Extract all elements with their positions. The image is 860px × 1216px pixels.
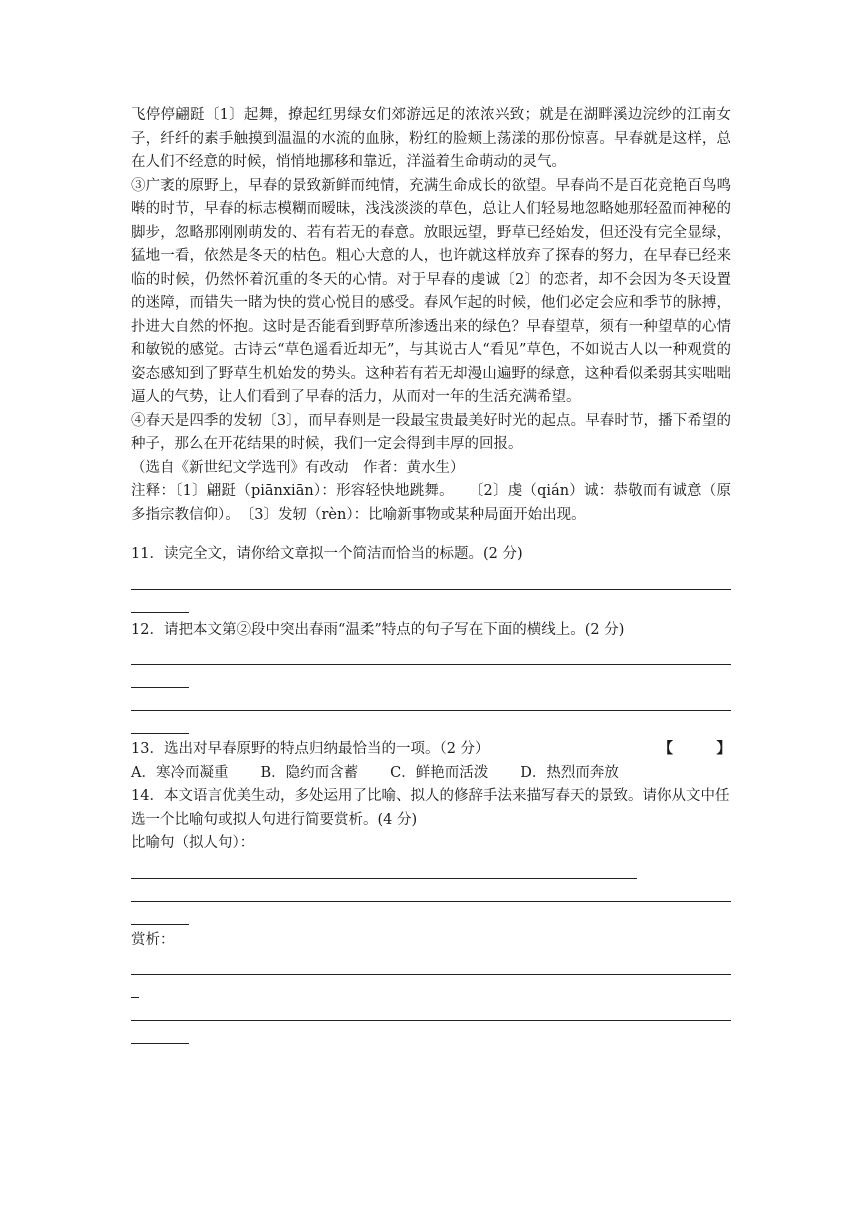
option-c[interactable]: C．鲜艳而活泼 — [390, 764, 489, 781]
passage-source: （选自《新世纪文学选刊》有改动 作者：黄水生） — [131, 459, 465, 476]
answer-line-14e[interactable] — [131, 975, 139, 998]
question-14: 14．本文语言优美生动，多处运用了比喻、拟人的修辞手法来描写春天的景致。请你从文中任选一个比喻句或拟人句进行简要赏析。(4 分) — [131, 788, 730, 828]
option-a[interactable]: A．寒冷而凝重 — [131, 764, 229, 781]
answer-line-14a[interactable] — [131, 856, 637, 879]
answer-line-14g[interactable] — [131, 1021, 189, 1044]
answer-line-14f[interactable] — [131, 998, 731, 1021]
answer-line-11b[interactable] — [131, 590, 189, 613]
question-13: 13．选出对早春原野的特点归纳最恰当的一项。（2 分） — [131, 741, 490, 757]
answer-line-12a[interactable] — [131, 642, 731, 665]
answer-bracket-13[interactable]: 【 】 — [658, 741, 731, 757]
option-d[interactable]: D．热烈而奔放 — [520, 764, 619, 781]
question-13-row — [131, 738, 731, 762]
question-14-label-sentence: 比喻句（拟人句）： — [131, 835, 255, 851]
passage-notes: 注释：〔1〕翩跹（piānxiān）：形容轻快地跳舞。 〔2〕虔（qián）诚：恭敬而有诚意（原多指宗教信仰）。 〔3〕发轫（rèn）：比喻新事物或某种局面开始出现。 — [131, 483, 731, 523]
answer-line-14c[interactable] — [131, 902, 189, 925]
answer-line-14b[interactable] — [131, 879, 731, 902]
question-11: 11．读完全文，请你给文章拟一个简洁而恰当的标题。(2 分) — [131, 546, 523, 562]
answer-line-14d[interactable] — [131, 952, 731, 975]
option-b[interactable]: B．隐约而含蓄 — [260, 764, 359, 781]
answer-line-11a[interactable] — [131, 567, 731, 590]
answer-line-12b[interactable] — [131, 665, 189, 688]
passage-paragraph-3: ③广袤的原野上，早春的景致新鲜而纯情，充满生命成长的欲望。早春尚不是百花竞艳百鸟鸣啭的时节，早春的标志模糊而暧昧，浅浅淡淡的草色，总让人们轻易地忽略她那轻盈而神秘的脚步，忽略那刚刚萌发的、若有若无的春意。放眼远望，野草已经始发，但还没有完全显绿，猛地一看，依然是冬天的枯色。粗心大意的人，也许就这样放弃了探春的努力，在早春已经来临的时候，仍然怀着沉重的冬天的心情。对于早春的虔诚〔2〕的恋者，却不会因为冬天设置的迷障，而错失一睹为快的赏心悦目的感受。春风乍起的时候，他们必定会应和季节的脉搏，扑进大自然的怀抱。这时是否能看到野草所渗透出来的绿色？早春望草，须有一种望草的心情和敏锐的感觉。古诗云“草色遥看近却无”，与其说古人“看见”草色，不如说古人以一种观赏的姿态感知到了野草生机始发的势头。这种若有若无却漫山遍野的绿意，这种看似柔弱其实咄咄逼人的气势，让人们看到了早春的活力，从而对一年的生活充满希望。 — [131, 177, 731, 405]
question-12: 12．请把本文第②段中突出春雨“温柔”特点的句子写在下面的横线上。(2 分) — [131, 621, 625, 638]
passage-paragraph-2-end: 飞停停翩跹〔1〕起舞，撩起红男绿女们郊游远足的浓浓兴致；就是在湖畔溪边浣纱的江南女子，纤纤的素手触摸到温温的水流的血脉，粉红的脸颊上荡漾的那份惊喜。早春就是这样，总在人们不经意的时候，悄悄地挪移和靠近，洋溢着生命萌动的灵气。 — [131, 107, 731, 170]
worksheet-page — [131, 104, 731, 1044]
answer-line-12d[interactable] — [131, 711, 189, 734]
answer-line-12c[interactable] — [131, 688, 731, 711]
question-13-options — [131, 762, 731, 786]
question-14-label-analysis: 赏析： — [131, 931, 175, 948]
passage-paragraph-4: ④春天是四季的发轫〔3〕，而早春则是一段最宝贵最美好时光的起点。早春时节，播下希望的种子，那么在开花结果的时候，我们一定会得到丰厚的回报。 — [131, 412, 731, 452]
spacer — [131, 527, 731, 543]
